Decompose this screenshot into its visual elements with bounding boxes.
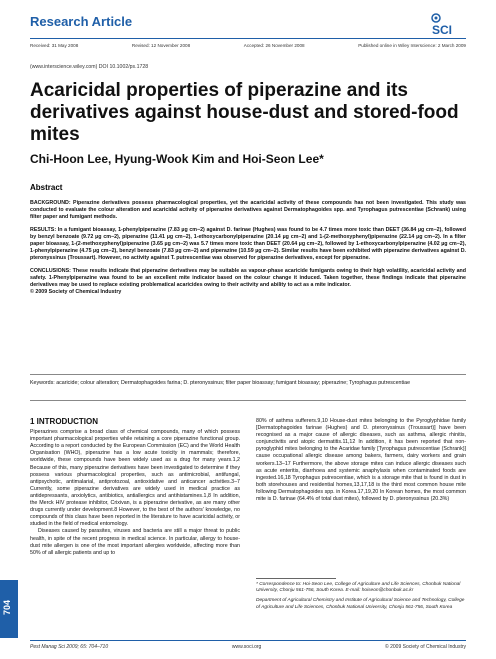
- abstract-copyright: © 2009 Society of Chemical Industry: [30, 289, 122, 296]
- header-rule: [30, 38, 466, 39]
- affiliation-note: Department of Agricultural Chemistry and Institute of Agricultural Science and Technology, College of Agriculture and Life Sciences, Chonbuk National University, Chonju 561-756, South Korea: [256, 598, 465, 610]
- column-right: [256, 418, 466, 503]
- page-number: 704: [2, 600, 12, 616]
- sci-logo: [426, 12, 466, 38]
- footer-copyright: © 2009 Society of Chemical Industry: [385, 644, 466, 650]
- accepted-date: Accepted: 26 November 2008: [243, 43, 305, 48]
- keywords: Keywords: acaricide; colour alteration; Dermatophagoides farina; D. pteronyssinus; filter paper bioassay; fumigant bioassay; piperazine; Tyrophagus putrescentiae: [30, 380, 411, 386]
- page-footer: [30, 644, 466, 650]
- article-type-label: Research Article: [30, 14, 133, 29]
- doi[interactable]: (www.interscience.wiley.com) DOI 10.1002/ps.1728: [30, 64, 149, 70]
- article-title: Acaricidal properties of piperazine and its derivatives against house-dust and stored-food mites: [30, 80, 459, 145]
- paragraph: Piperazines comprise a broad class of chemical compounds, many of which possess important pharmacological properties while retaining a core piperazine functional group. According to a report conducted by the European Commission (EC) and the World Health Organisation (WHO), piperazine has a low acute toxicity in mammals; therefore, worldwide, these compounds have been widely used as a drug for many years.1,2 Because of this, many piperazine derivatives have been investigated to determine if they possess various pharmacological properties, such as antimicrobial, antifungal, antipsychotic, antimalarial, antiprotozoal, antioxidative and anticancer activities.3–7 Currently, some piperazine derivatives are widely used in medical practice as antidepressants, anxiolytics, antibiotics, antiallergics and antihistamines.1,8 In addition, the Merck HIV protease inhibitor, Crixivan, is a piperazine derivative, as are many other drugs currently under development.8 However, to the best of the authors' knowledge, no compounds of this class have been reported in the literature to have acaricidal activity, or studied in the field of medical entomology.: [30, 429, 240, 528]
- journal-citation: Pest Manag Sci 2009; 65: 704–710: [30, 644, 109, 650]
- section-heading: 1 INTRODUCTION: [30, 417, 98, 426]
- revised-date: Revised: 12 November 2008: [131, 43, 191, 48]
- abstract-background: BACKGROUND: Piperazine derivatives possess pharmacological properties, yet the acaricidal activity of these compounds has not been investigated. This study was conducted to evaluate the colour alteration and acaricidal activity of piperazine derivatives against Dermatophagoides spp. and Tyrophagus putrescentiae (Schrank) using filter paper and fumigant methods.: [30, 200, 466, 221]
- footnotes: [256, 582, 466, 615]
- site-link[interactable]: www.soci.org: [231, 644, 262, 650]
- divider: [30, 374, 466, 375]
- dates-line: [30, 43, 466, 48]
- correspondence-note: * Correspondence to: Hoi-Seon Lee, College of Agriculture and Life Sciences, Chonbuk National University, Chonju 561-756, South Korea. E-mail: hoiseon@chonbuk.ac.kr: [256, 582, 461, 594]
- abstract-body: [30, 200, 466, 301]
- authors: Chi-Hoon Lee, Hyung-Wook Kim and Hoi-Seon Lee*: [30, 152, 324, 166]
- divider: [30, 400, 466, 401]
- paragraph: 80% of asthma sufferers.9,10 House-dust mites belonging to the Pyroglyphidae family [Dermatophagoides farinae (Hughes) and D. pteronyssinus (Troussart)] have been recognised as a major cause of allergic diseases, such as asthma, allergic rhinitis, conjunctivitis and atopic dermatitis.11,12 In addition, it has been reported that non-pyroglyphid mites belonging to the Acaridae family [Tyrophagus putrescentiae (Schrank)] cause occupational allergic disease among bakers, farmers, dairy workers and grain workers.13–17 Furthermore, the above storage mites can induce allergic diseases such as acute enteritis, diarrhoea and systemic anaphylaxis when contaminated foods are ingested.16,18 Tyrophagus putrescentiae, which is a storage mite that is found in dust in both storehouses and residential homes,13,17,18 is the third most common house mite following Dermatophagoides spp. in Korea.17,19,20 In Korean homes, the most common mite is D. farinae (64.4% of total dust mites), followed by D. pteronyssinus (20.3%): [256, 418, 466, 503]
- abstract-results: RESULTS: In a fumigant bioassay, 1-phenylpiperazine (7.83 µg cm−2) against D. farinae (Hughes) was found to be 4.7 times more toxic than DEET (36.84 µg cm−2), followed by benzyl benzoate (9.72 µg cm−2), piperazine (11.41 µg cm−2), 1-ethoxycarbonylpiperazine (20.14 µg cm−2) and 1-(2-methoxyphenyl)piperazine (22.14 µg cm−2). In a filter paper bioassay, 1-(2-methoxyphenyl)piperazine (3.65 µg cm−2) was 5.7 times more toxic than DEET (20.64 µg cm−2), followed by 1-ethoxycarbonylpiperazine (4.02 µg cm−2), 1-phenylpiperazine (4.75 µg cm−2), benzyl benzoate (7.83 µg cm−2) and piperazine (10.59 µg cm−2). Similar results have been exhibited with piperazine derivatives against D. pteronyssinus (Troussart). However, no activity against T. putrescentiae was observed for piperazine derivatives, except for piperazine.: [30, 226, 466, 262]
- logo-text: SCI: [432, 23, 453, 37]
- abstract-heading: Abstract: [30, 183, 63, 192]
- received-date: Received: 31 May 2008: [30, 43, 79, 48]
- paragraph: Diseases caused by parasites, viruses and bacteria are still a major threat to public health, in spite of the recent progress in medical science. In particular, allergy to house-dust mite allergen is one of the most important allergies worldwide, affecting more than 50% of all allergic patients and up to: [30, 528, 240, 556]
- abstract-conclusions: CONCLUSIONS: These results indicate that piperazine derivatives may be suitable as vapour-phase acaricide fumigants owing to their high volatility, acaricidal activity and safety. 1-Phenylpiperazine was found to be an excellent mite indicator based on the colour change it induced. Taken together, these findings indicate that piperazine derivatives may be used to replace existing problematical acaricides owing to their activity and ability to act as a mite indicator.: [30, 267, 466, 289]
- published-date: Published online in Wiley Interscience: 2 March 2009: [358, 43, 466, 48]
- column-left: [30, 418, 240, 557]
- footer-rule: [30, 640, 466, 641]
- footnote-rule: [256, 578, 336, 579]
